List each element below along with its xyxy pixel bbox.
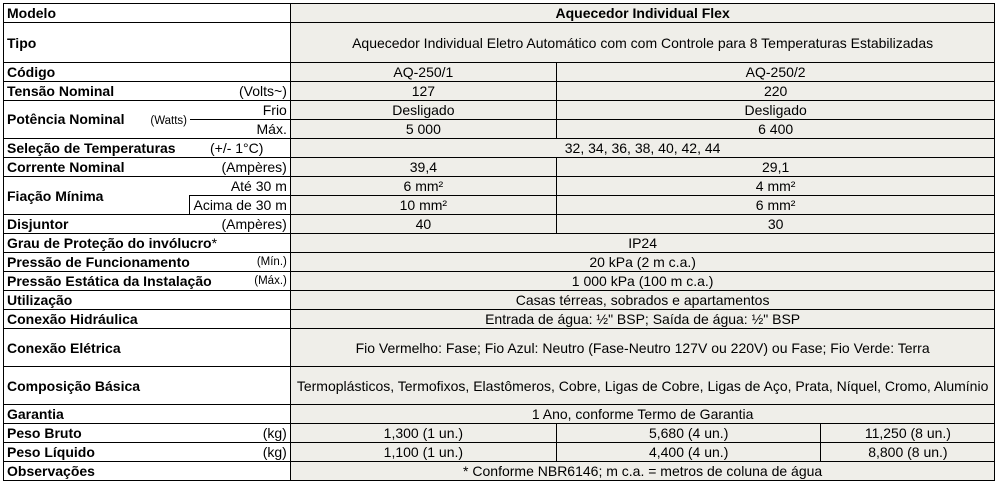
value-potencia-max-2: 6 400 [556,120,994,139]
value-tipo: Aquecedor Individual Eletro Automático com com Controle para 8 Temperaturas Estabilizadas [290,23,995,63]
label-hidraulica: Conexão Hidráulica [4,310,291,329]
label-disjuntor: Disjuntor [4,215,190,234]
value-potencia-max-1: 5 000 [290,120,556,139]
row-peso-liquido [4,443,995,462]
spec-table [3,3,995,481]
sub-potencia-max: Máx. [190,120,290,139]
unit-pressao-func: (Mín.) [256,256,287,268]
value-peso-bruto-1: 1,300 (1 un.) [290,424,556,443]
value-grau: IP24 [290,234,995,253]
sub-potencia-frio: Frio [190,101,290,120]
value-fiacao-ate-1: 6 mm² [290,177,556,196]
value-potencia-frio-1: Desligado [290,101,556,120]
value-disjuntor-1: 40 [290,215,556,234]
sub-fiacao-acima: Acima de 30 m [190,196,290,215]
row-modelo [4,4,995,23]
unit-corrente: (Ampères) [190,158,290,177]
row-disjuntor [4,215,995,234]
value-eletrica: Fio Vermelho: Fase; Fio Azul: Neutro (Fase-Neutro 127V ou 220V) ou Fase; Fio Verde: Terra [290,329,995,367]
row-corrente [4,158,995,177]
label-pressao-est-text: Pressão Estática da Instalação [7,273,212,289]
value-fiacao-acima-2: 6 mm² [556,196,994,215]
label-observacoes: Observações [4,462,291,481]
unit-disjuntor: (Ampères) [190,215,290,234]
value-corrente-1: 39,4 [290,158,556,177]
value-utilizacao: Casas térreas, sobrados e apartamentos [290,291,995,310]
label-pressao-func-text: Pressão de Funcionamento [7,254,190,270]
value-codigo-2: AQ-250/2 [556,63,994,82]
label-grau-text: Grau de Proteção do invólucro [7,235,212,251]
row-eletrica [4,329,995,367]
label-tipo: Tipo [4,23,291,63]
value-tensao-1: 127 [290,82,556,101]
unit-peso-bruto: (kg) [190,424,290,443]
value-selecao: 32, 34, 36, 38, 40, 42, 44 [290,139,995,158]
value-pressao-func: 20 kPa (2 m c.a.) [290,253,995,272]
row-hidraulica [4,310,995,329]
label-pressao-est [4,272,291,291]
value-corrente-2: 29,1 [556,158,994,177]
row-tensao [4,82,995,101]
row-codigo [4,63,995,82]
unit-potencia: (Watts) [150,114,187,127]
value-peso-liquido-3: 8,800 (8 un.) [821,443,995,462]
row-grau [4,234,995,253]
value-fiacao-acima-1: 10 mm² [290,196,556,215]
value-peso-bruto-2: 5,680 (4 un.) [556,424,821,443]
value-observacoes: * Conforme NBR6146; m c.a. = metros de coluna de água [290,462,995,481]
row-utilizacao [4,291,995,310]
row-composicao [4,367,995,405]
label-utilizacao: Utilização [4,291,291,310]
value-peso-liquido-2: 4,400 (4 un.) [556,443,821,462]
value-modelo: Aquecedor Individual Flex [290,4,995,23]
label-pressao-func [4,253,291,272]
value-peso-bruto-3: 11,250 (8 un.) [821,424,995,443]
value-tensao-2: 220 [556,82,994,101]
label-tensao: Tensão Nominal [4,82,190,101]
label-selecao: Seleção de Temperaturas [4,139,190,158]
row-potencia-frio [4,101,995,120]
unit-tensao: (Volts~) [190,82,290,101]
row-selecao [4,139,995,158]
grau-footnote-mark: * [211,235,218,251]
label-peso-liquido: Peso Líquido [4,443,190,462]
label-eletrica: Conexão Elétrica [4,329,291,367]
label-peso-bruto: Peso Bruto [4,424,190,443]
row-peso-bruto [4,424,995,443]
row-observacoes [4,462,995,481]
value-hidraulica: Entrada de água: ½" BSP; Saída de água: ½" BSP [290,310,995,329]
value-composicao: Termoplásticos, Termofixos, Elastômeros, Cobre, Ligas de Cobre, Ligas de Aço, Prata, Níquel, Cromo, Alumínio [290,367,995,405]
label-grau [4,234,291,253]
value-peso-liquido-1: 1,100 (1 un.) [290,443,556,462]
label-potencia-text: Potência Nominal [7,110,125,127]
label-fiacao: Fiação Mínima [4,177,190,215]
unit-pressao-est: (Máx.) [254,275,287,287]
row-tipo [4,23,995,63]
value-garantia: 1 Ano, conforme Termo de Garantia [290,405,995,424]
value-fiacao-ate-2: 4 mm² [556,177,994,196]
unit-selecao: (+/- 1°C) [190,139,290,158]
row-garantia [4,405,995,424]
row-fiacao-ate [4,177,995,196]
label-composicao: Composição Básica [4,367,291,405]
row-pressao-est [4,272,995,291]
unit-peso-liquido: (kg) [190,443,290,462]
sub-fiacao-ate: Até 30 m [190,177,290,196]
value-potencia-frio-2: Desligado [556,101,994,120]
value-codigo-1: AQ-250/1 [290,63,556,82]
label-corrente: Corrente Nominal [4,158,190,177]
label-garantia: Garantia [4,405,291,424]
label-modelo: Modelo [4,4,291,23]
row-pressao-func [4,253,995,272]
label-codigo: Código [4,63,291,82]
value-pressao-est: 1 000 kPa (100 m c.a.) [290,272,995,291]
label-potencia [4,101,190,139]
value-disjuntor-2: 30 [556,215,994,234]
